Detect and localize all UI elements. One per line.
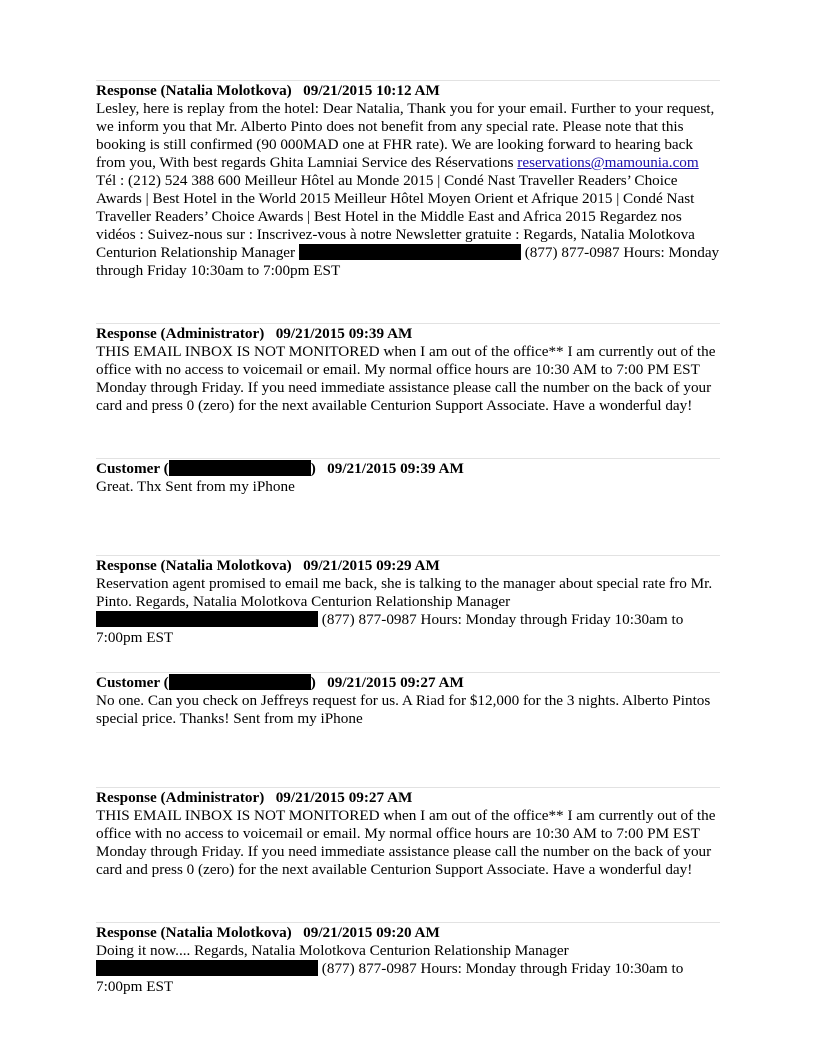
thread-entry — [96, 80, 720, 280]
divider — [96, 555, 720, 556]
header-suffix: ) 09/21/2015 09:27 AM — [310, 674, 464, 691]
divider — [96, 323, 720, 324]
divider — [96, 922, 720, 923]
divider — [96, 80, 720, 81]
entry-body: THIS EMAIL INBOX IS NOT MONITORED when I am out of the office** I am currently out of the office with no access to voicemail or email. My normal office hours are 10:30 AM to 7:00 PM EST Monday through Friday. If you need immediate assistance please call the number on the back of your card and press 0 (zero) for the next available Centurion Support Associate. Have a wonderful day! — [96, 807, 716, 878]
header-suffix: ) 09/21/2015 09:39 AM — [310, 460, 464, 477]
divider — [96, 458, 720, 459]
entry-body: THIS EMAIL INBOX IS NOT MONITORED when I am out of the office** I am currently out of the office with no access to voicemail or email. My normal office hours are 10:30 AM to 7:00 PM EST Monday through Friday. If you need immediate assistance please call the number on the back of your card and press 0 (zero) for the next available Centurion Support Associate. Have a wonderful day! — [96, 343, 716, 414]
redacted-block — [299, 244, 521, 260]
entry-body: Great. Thx Sent from my iPhone — [96, 478, 295, 495]
entry-header: Response (Natalia Molotkova) 09/21/2015 10:12 AM — [96, 82, 440, 99]
body-text: Lesley, here is replay from the hotel: Dear Natalia, Thank you for your email. Further to your request, we inform you that Mr. Alberto Pinto does not benefit from any special rate. Please note that this booking is still confirmed (90 000MAD one at FHR rate). We are looking forward to hearing back from you, With best regards Ghita Lamniai Service des Réservations — [96, 100, 715, 171]
redacted-block — [169, 460, 311, 476]
divider — [96, 787, 720, 788]
signature-text: (877) 877-0987 Hours: Monday through Friday 10:30am to 7:00pm EST — [96, 960, 684, 995]
thread-entry — [96, 555, 720, 647]
body-text-continued: Tél : (212) 524 388 600 Meilleur Hôtel au Monde 2015 | Condé Nast Traveller Readers’ Choice Awards | Best Hotel in the World 2015 Meilleur Hôtel Moyen Orient et Afrique 2015 | Condé Nast Traveller Readers’ Choice Awards | Best Hotel in the Middle East and Africa 2015 Regardez nos vidéos : Suivez-nous sur : Inscrivez-vous à notre Newsletter gratuite : Regards, Natalia Molotkova Centurion Relationship Manager — [96, 172, 695, 261]
entry-header: Response (Administrator) 09/21/2015 09:39 AM — [96, 325, 413, 342]
entry-header — [96, 460, 720, 478]
redacted-block — [96, 611, 318, 627]
thread-entry — [96, 323, 720, 415]
entry-body — [96, 100, 720, 280]
divider — [96, 672, 720, 673]
entry-body — [96, 942, 720, 996]
thread-entry — [96, 922, 720, 996]
redacted-block — [169, 674, 311, 690]
entry-header: Response (Natalia Molotkova) 09/21/2015 09:20 AM — [96, 924, 440, 941]
entry-body — [96, 575, 720, 647]
email-link[interactable]: reservations@mamounia.com — [517, 154, 699, 171]
entry-header: Response (Natalia Molotkova) 09/21/2015 09:29 AM — [96, 557, 440, 574]
signature-text: (877) 877-0987 Hours: Monday through Friday 10:30am to 7:00pm EST — [96, 244, 720, 279]
entry-body: No one. Can you check on Jeffreys request for us. A Riad for $12,000 for the 3 nights. Alberto Pintos special price. Thanks! Sent from my iPhone — [96, 692, 711, 727]
entry-header: Response (Administrator) 09/21/2015 09:27 AM — [96, 789, 413, 806]
thread-entry — [96, 672, 720, 728]
redacted-block — [96, 960, 318, 976]
body-text: Reservation agent promised to email me back, she is talking to the manager about special rate fro Mr. Pinto. Regards, Natalia Molotkova Centurion Relationship Manager — [96, 575, 713, 610]
body-text: Doing it now.... Regards, Natalia Molotkova Centurion Relationship Manager — [96, 942, 569, 959]
thread-entry — [96, 787, 720, 879]
entry-header — [96, 674, 720, 692]
header-prefix: Customer ( — [96, 460, 169, 477]
header-prefix: Customer ( — [96, 674, 169, 691]
signature-text: (877) 877-0987 Hours: Monday through Friday 10:30am to 7:00pm EST — [96, 611, 684, 646]
thread-entry — [96, 458, 720, 496]
